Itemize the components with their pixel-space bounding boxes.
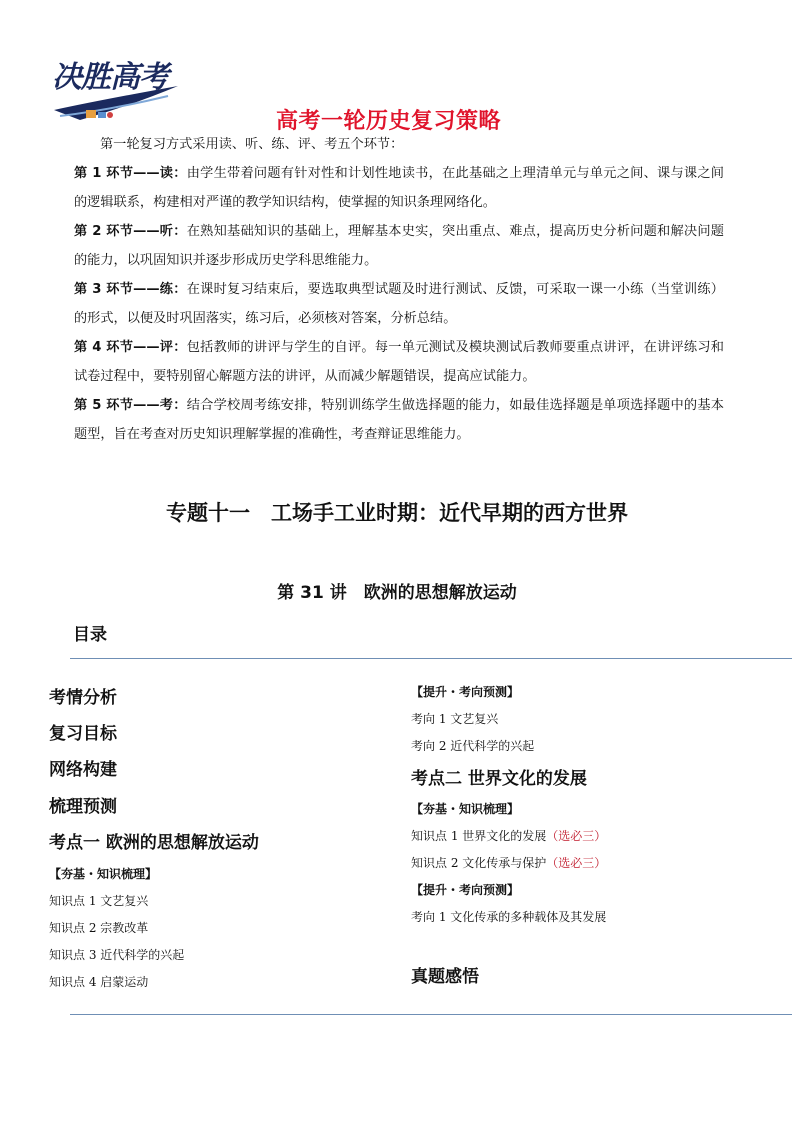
toc-link-knowledge-4[interactable]: 知识点 4 启蒙运动 bbox=[49, 975, 149, 989]
toc-link-knowledge-3[interactable]: 知识点 3 近代科学的兴起 bbox=[49, 948, 185, 962]
toc-link-direction-2[interactable]: 考向 2 近代科学的兴起 bbox=[411, 739, 535, 753]
toc-link-upgrade-2[interactable]: 【提升・考向预测】 bbox=[411, 883, 520, 897]
step-5 bbox=[74, 391, 724, 449]
toc-link-knowledge-2[interactable]: 知识点 2 宗教改革 bbox=[49, 921, 149, 935]
toc-link-basis-2[interactable]: 【夯基・知识梳理】 bbox=[411, 802, 520, 816]
toc-link-knowledge-1[interactable]: 知识点 1 文艺复兴 bbox=[49, 894, 149, 908]
toc-link-direction-1[interactable]: 考向 1 文艺复兴 bbox=[411, 712, 499, 726]
step-2 bbox=[74, 217, 724, 275]
toc-culture-knowledge-2-tag: （选必三） bbox=[546, 856, 607, 870]
page-title: 高考一轮历史复习策略 bbox=[276, 109, 502, 134]
step-3 bbox=[74, 275, 724, 333]
step-4-text: 包括教师的讲评与学生的自评。每一单元测试及模块测试后教师要重点讲评，在讲评练习和试卷过程中，要特别留心解题方法的讲评，从而减少解题错误，提高应试能力。 bbox=[74, 340, 724, 384]
toc-link-review[interactable]: 梳理预测 bbox=[49, 797, 117, 817]
step-2-text: 在熟知基础知识的基础上，理解基本史实，突出重点、难点，提高历史分析问题和解决问题的能力，以巩固知识并逐步形成历史学科思维能力。 bbox=[74, 224, 724, 268]
toc-link-basis-1[interactable]: 【夯基・知识梳理】 bbox=[49, 867, 158, 881]
toc-link-point1[interactable]: 考点一 欧洲的思想解放运动 bbox=[49, 833, 259, 853]
logo bbox=[50, 52, 182, 126]
toc-culture-knowledge-1-text: 知识点 1 世界文化的发展 bbox=[411, 829, 547, 843]
step-1-text: 由学生带着问题有针对性和计划性地读书，在此基础之上理清单元与单元之间、课与课之间的逻辑联系，构建相对严谨的教学知识结构，使掌握的知识条理网络化。 bbox=[74, 166, 724, 210]
step-4-label: 第 4 环节——评： bbox=[74, 340, 187, 355]
toc-title: 目录 bbox=[73, 625, 107, 645]
step-2-label: 第 2 环节——听： bbox=[74, 224, 187, 239]
toc-bottom-divider bbox=[70, 1014, 792, 1015]
toc-link-real-questions[interactable]: 真题感悟 bbox=[411, 967, 479, 987]
toc-link-culture-knowledge-2[interactable] bbox=[411, 854, 606, 871]
step-3-label: 第 3 环节——练： bbox=[74, 282, 187, 297]
toc-link-network[interactable]: 网络构建 bbox=[49, 760, 117, 780]
toc-link-culture-knowledge-1[interactable] bbox=[411, 827, 606, 844]
intro-section bbox=[74, 130, 724, 449]
toc-top-divider bbox=[70, 658, 792, 659]
step-1-label: 第 1 环节——读： bbox=[74, 166, 187, 181]
intro-lead: 第一轮复习方式采用读、听、练、评、考五个环节： bbox=[100, 137, 404, 152]
step-5-label: 第 5 环节——考： bbox=[74, 398, 187, 413]
toc-culture-knowledge-1-tag: （选必三） bbox=[546, 829, 607, 843]
topic-heading: 专题十一 工场手工业时期：近代早期的西方世界 bbox=[166, 501, 628, 525]
logo-text: 决胜高考 bbox=[52, 60, 168, 95]
toc-link-analysis[interactable]: 考情分析 bbox=[49, 688, 117, 708]
toc-link-direction-3[interactable]: 考向 1 文化传承的多种载体及其发展 bbox=[411, 910, 607, 924]
toc-link-goals[interactable]: 复习目标 bbox=[49, 724, 117, 744]
toc-link-point2[interactable]: 考点二 世界文化的发展 bbox=[411, 769, 587, 789]
step-5-text: 结合学校周考练安排，特别训练学生做选择题的能力，如最佳选择题是单项选择题中的基本题型，旨在考查对历史知识理解掌握的准确性，考查辩证思维能力。 bbox=[74, 398, 724, 442]
toc-culture-knowledge-2-text: 知识点 2 文化传承与保护 bbox=[411, 856, 547, 870]
toc-link-upgrade-1[interactable]: 【提升・考向预测】 bbox=[411, 685, 520, 699]
lecture-heading: 第 31 讲 欧洲的思想解放运动 bbox=[277, 583, 517, 603]
step-1 bbox=[74, 159, 724, 217]
step-3-text: 在课时复习结束后，要选取典型试题及时进行测试、反馈，可采取一课一小练（当堂训练）的形式，以便及时巩固落实，练习后，必须核对答案，分析总结。 bbox=[74, 282, 724, 326]
step-4 bbox=[74, 333, 724, 391]
